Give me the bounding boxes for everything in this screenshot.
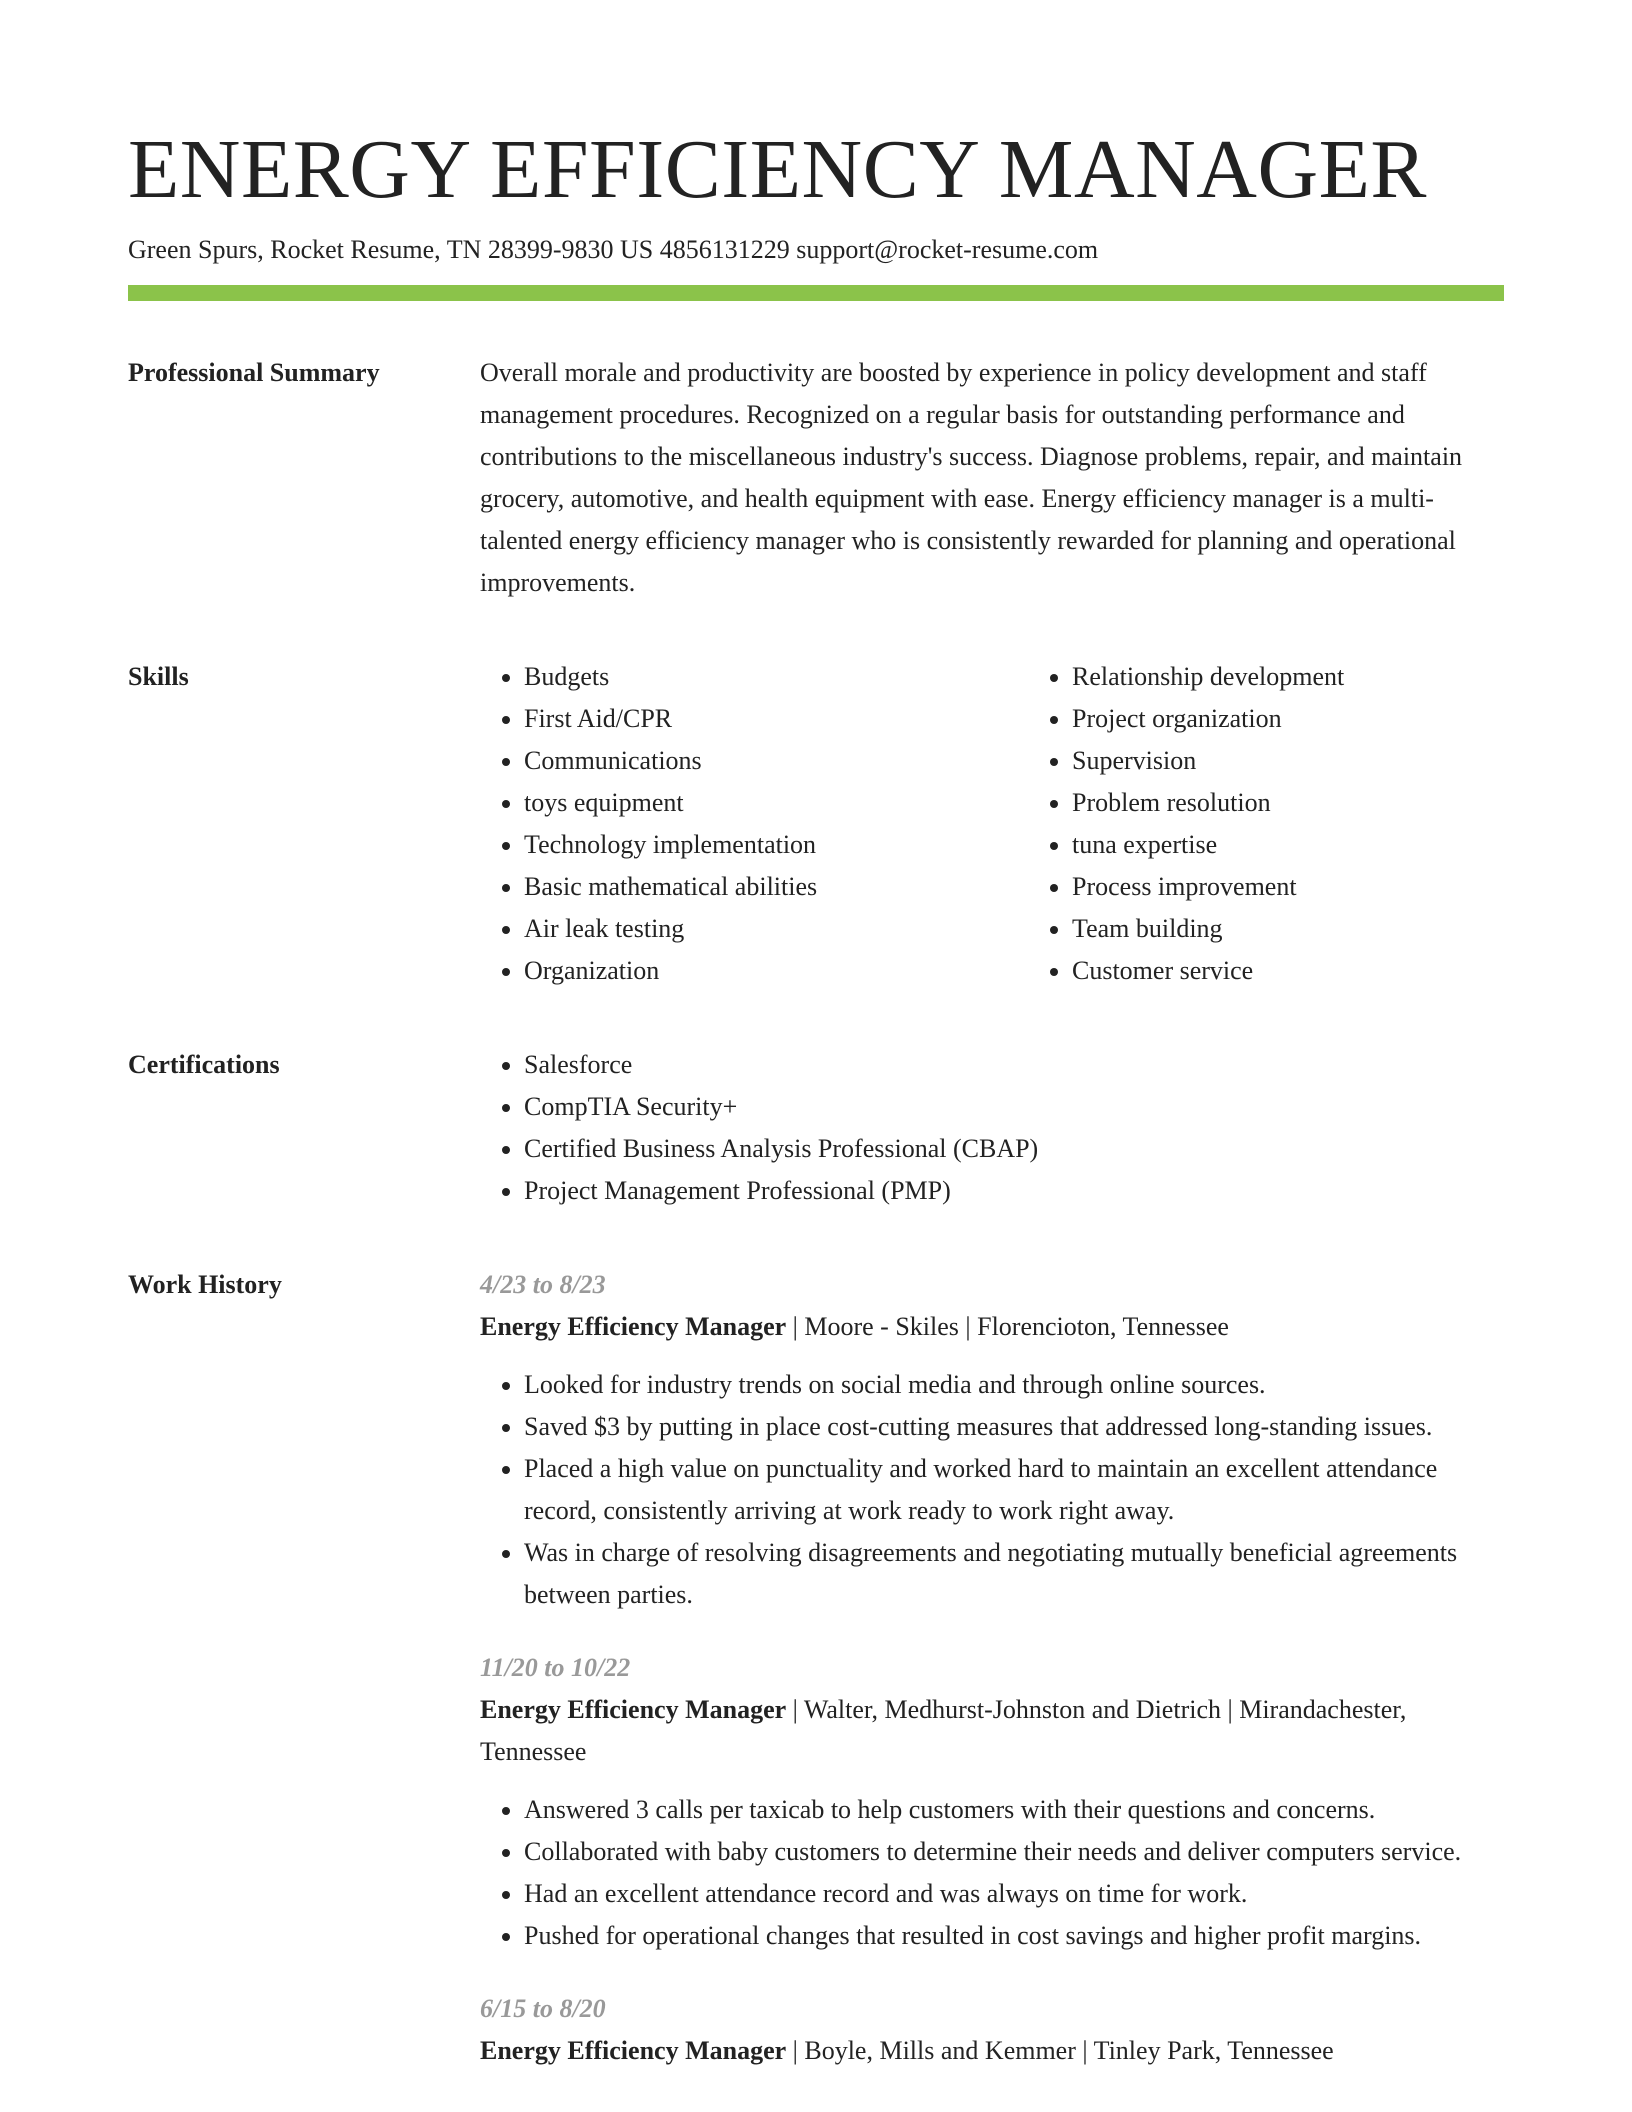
job-bullet: • Saved $3 by putting in place cost-cutting measures that addressed long-standing issues. [524,1406,1504,1448]
skill-item: • Relationship development [1072,656,1576,698]
job-title: Energy Efficiency Manager [480,1312,787,1341]
resume-page [128,118,1504,2103]
skills-section [128,656,1504,992]
certification-item: • CompTIA Security+ [524,1086,1504,1128]
skill-item: • Project organization [1072,698,1576,740]
skill-item: • tuna expertise [1072,824,1576,866]
job-dates: 4/23 to 8/23 [480,1270,606,1299]
certifications-list [480,1044,1504,1212]
skill-item: • Communications [524,740,1028,782]
summary-text: Overall morale and productivity are boosted by experience in policy development and staff management procedures. Recognized on a regular basis for outstanding performance and contributions to the miscellaneous industry's success. Diagnose problems, repair, and maintain grocery, automotive, and health equipment with ease. Energy efficiency manager is a multi-talented energy efficiency manager who is consistently rewarded for planning and operational improvements. [480,358,1463,597]
certifications-section [128,1044,1504,1212]
skill-item: • First Aid/CPR [524,698,1028,740]
job-entry [480,1647,1504,1957]
job-heading [480,1689,1504,1773]
skill-item: • toys equipment [524,782,1028,824]
section-label-summary: Professional Summary [128,358,380,387]
section-label-certifications: Certifications [128,1050,280,1079]
job-heading [480,2030,1504,2072]
job-bullets [480,1364,1504,1616]
job-bullet: • Placed a high value on punctuality and worked hard to maintain an excellent attendance record, consistently arriving at work ready to work right away. [524,1448,1504,1532]
job-bullet: • Looked for industry trends on social media and through online sources. [524,1364,1504,1406]
job-bullet: • Collaborated with baby customers to determine their needs and deliver computers service. [524,1831,1504,1873]
skill-item: • Problem resolution [1072,782,1576,824]
job-employer-location: | Walter, Medhurst-Johnston and Dietrich | Mirandachester, Tennessee [480,1695,1407,1766]
certification-item: • Project Management Professional (PMP) [524,1170,1504,1212]
skill-item: • Air leak testing [524,908,1028,950]
job-entry [480,1264,1504,1616]
job-dates: 6/15 to 8/20 [480,1994,606,2023]
skills-content [480,656,1576,992]
job-heading [480,1306,1504,1348]
job-bullets [480,1789,1504,1957]
job-employer-location: | Moore - Skiles | Florencioton, Tennessee [786,1312,1229,1341]
job-bullet: • Answered 3 calls per taxicab to help customers with their questions and concerns. [524,1789,1504,1831]
work-history-section [128,1264,1504,2103]
skill-item: • Team building [1072,908,1576,950]
job-bullet: • Pushed for operational changes that resulted in cost savings and higher profit margins. [524,1915,1504,1957]
certification-item: • Certified Business Analysis Professional (CBAP) [524,1128,1504,1170]
header-divider [128,285,1504,301]
resume-name: ENERGY EFFICIENCY MANAGER [128,123,1427,216]
job-employer-location: | Boyle, Mills and Kemmer | Tinley Park, Tennessee [786,2036,1334,2065]
skill-item: • Technology implementation [524,824,1028,866]
job-title: Energy Efficiency Manager [480,1695,787,1724]
certifications-content [480,1044,1504,1212]
skill-item: • Customer service [1072,950,1576,992]
contact-line: Green Spurs, Rocket Resume, TN 28399-9830 US 4856131229 support@rocket-resume.com [128,235,1099,264]
work-history-content [480,1264,1504,2103]
skill-item: • Supervision [1072,740,1576,782]
job-bullet: • Was in charge of resolving disagreements and negotiating mutually beneficial agreements between parties. [524,1532,1504,1616]
job-title: Energy Efficiency Manager [480,2036,787,2065]
skill-item: • Budgets [524,656,1028,698]
job-bullet: • Had an excellent attendance record and was always on time for work. [524,1873,1504,1915]
section-label-work-history: Work History [128,1270,282,1299]
skills-list-right [1028,656,1576,992]
job-dates: 11/20 to 10/22 [480,1653,631,1682]
skill-item: • Organization [524,950,1028,992]
skill-item: • Process improvement [1072,866,1576,908]
job-entry [480,1988,1504,2072]
summary-section [128,352,1504,604]
section-label-skills: Skills [128,662,189,691]
certification-item: • Salesforce [524,1044,1504,1086]
skills-list-left [480,656,1028,992]
summary-content [480,352,1504,604]
skill-item: • Basic mathematical abilities [524,866,1028,908]
